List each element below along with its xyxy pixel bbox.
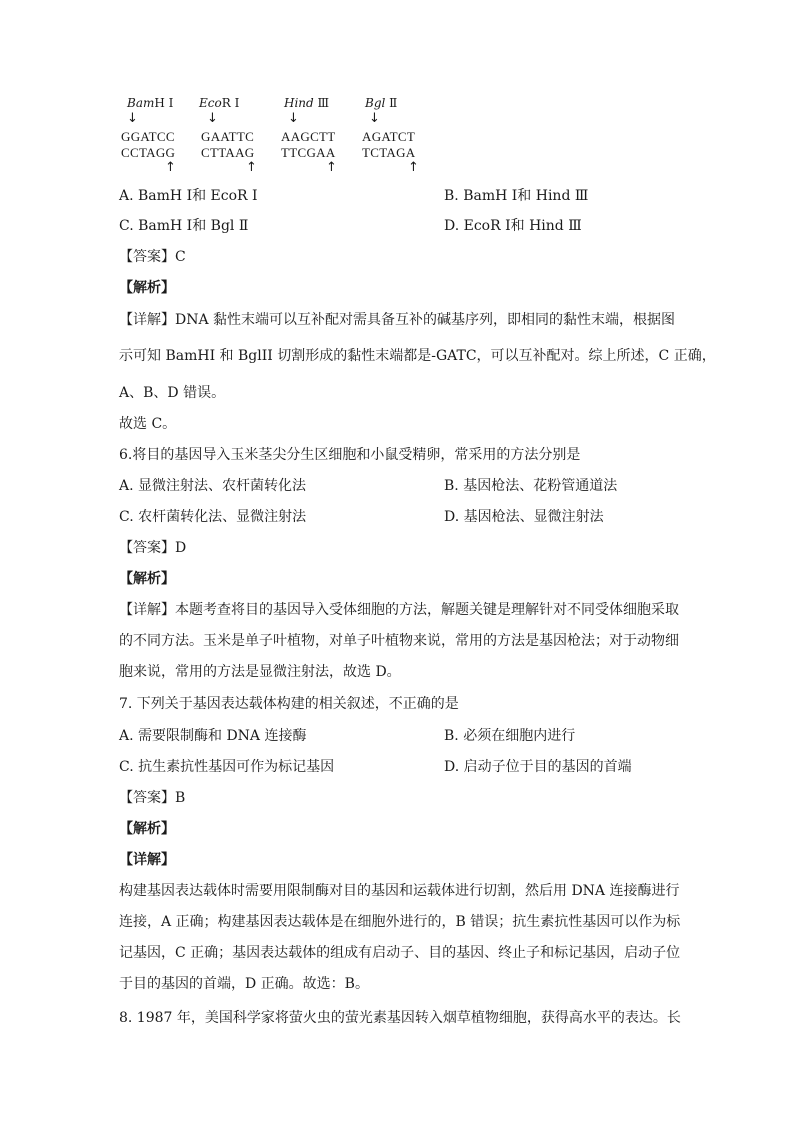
q6-stem: 6.将目的基因导入玉米茎尖分生区细胞和小鼠受精卵，常采用的方法分别是 (119, 447, 581, 463)
cut-site-up-arrow-icon: ↑ (408, 160, 419, 175)
q6-detail-line: 胞来说，常用的方法是显微注射法，故选 D。 (119, 664, 401, 680)
q8-stem: 8. 1987 年，美国科学家将萤火虫的萤光素基因转入烟草植物细胞，获得高水平的表达。长 (119, 1010, 681, 1026)
cut-site-down-arrow-icon: ↓ (288, 111, 299, 126)
q6-analysis-label: 【解析】 (119, 571, 175, 587)
q7-option-c: C. 抗生素抗性基因可作为标记基因 (119, 759, 335, 775)
cut-site-down-arrow-icon: ↓ (127, 111, 138, 126)
q6-option-b: B. 基因枪法、花粉管通道法 (444, 478, 618, 494)
cut-site-up-arrow-icon: ↑ (326, 160, 337, 175)
q5-option-d: D. EcoR Ⅰ和 Hind Ⅲ (444, 218, 582, 234)
enzyme-name-bglii: Bgl Ⅱ (365, 96, 398, 110)
ecori-top-strand: GAATTC (201, 129, 255, 144)
q5-detail-line: 【详解】DNA 黏性末端可以互补配对需具备互补的碱基序列，即相同的黏性末端，根据图 (119, 312, 676, 328)
q6-detail-line: 的不同方法。玉米是单子叶植物，对单子叶植物来说，常用的方法是基因枪法；对于动物细 (119, 633, 679, 649)
enzyme-name-ecori: EcoR Ⅰ (199, 96, 240, 110)
q6-detail-line: 【详解】本题考查将目的基因导入受体细胞的方法，解题关键是理解针对不同受体细胞采取 (119, 602, 679, 618)
q7-stem: 7. 下列关于基因表达载体构建的相关叙述，不正确的是 (119, 696, 459, 712)
hindiii-bottom-strand: TTCGAA (281, 145, 336, 160)
q5-analysis-label: 【解析】 (119, 280, 175, 296)
q6-option-d: D. 基因枪法、显微注射法 (444, 509, 604, 525)
cut-site-up-arrow-icon: ↑ (165, 160, 176, 175)
q6-option-a: A. 显微注射法、农杆菌转化法 (119, 478, 307, 494)
ecori-bottom-strand: CTTAAG (201, 145, 255, 160)
q7-detail-line: 记基因，C 正确；基因表达载体的组成有启动子、目的基因、终止子和标记基因，启动子位 (119, 945, 681, 961)
enzyme-name-bamhi: BamH Ⅰ (127, 96, 174, 110)
q7-option-d: D. 启动子位于目的基因的首端 (444, 759, 632, 775)
bamhi-bottom-strand: CCTAGG (121, 145, 176, 160)
q5-detail-line: 示可知 BamHI 和 BglII 切割形成的黏性末端都是-GATC，可以互补配对。综上所述，C 正确， (119, 348, 716, 364)
hindiii-top-strand: AAGCTT (281, 129, 336, 144)
bamhi-top-strand: GGATCC (121, 129, 175, 144)
q5-conclusion: 故选 C。 (119, 416, 177, 432)
restriction-site-diagram (119, 96, 439, 180)
q7-analysis-label: 【解析】 (119, 821, 175, 837)
q5-option-b: B. BamH Ⅰ和 Hind Ⅲ (444, 188, 589, 204)
q7-option-b: B. 必须在细胞内进行 (444, 728, 576, 744)
q7-answer: 【答案】B (119, 790, 186, 806)
q7-option-a: A. 需要限制酶和 DNA 连接酶 (119, 728, 307, 744)
q7-detail-line: 连接，A 正确；构建基因表达载体是在细胞外进行的，B 错误；抗生素抗性基因可以作为标 (119, 914, 681, 930)
bglii-top-strand: AGATCT (362, 129, 416, 144)
q6-option-c: C. 农杆菌转化法、显微注射法 (119, 509, 307, 525)
q5-answer: 【答案】C (119, 249, 186, 265)
q7-detail-label: 【详解】 (119, 852, 175, 868)
q6-answer: 【答案】D (119, 540, 187, 556)
cut-site-down-arrow-icon: ↓ (207, 111, 218, 126)
q5-option-c: C. BamH Ⅰ和 Bgl Ⅱ (119, 218, 249, 234)
enzyme-name-hindiii: Hind Ⅲ (284, 96, 330, 110)
q5-detail-line: A、B、D 错误。 (119, 385, 226, 401)
q5-option-a: A. BamH Ⅰ和 EcoR Ⅰ (119, 188, 258, 204)
cut-site-up-arrow-icon: ↑ (246, 160, 257, 175)
bglii-bottom-strand: TCTAGA (362, 145, 416, 160)
q7-detail-line: 构建基因表达载体时需要用限制酶对目的基因和运载体进行切割，然后用 DNA 连接酶进行 (119, 883, 680, 899)
q7-detail-line: 于目的基因的首端，D 正确。故选：B。 (119, 976, 369, 992)
cut-site-down-arrow-icon: ↓ (369, 111, 380, 126)
